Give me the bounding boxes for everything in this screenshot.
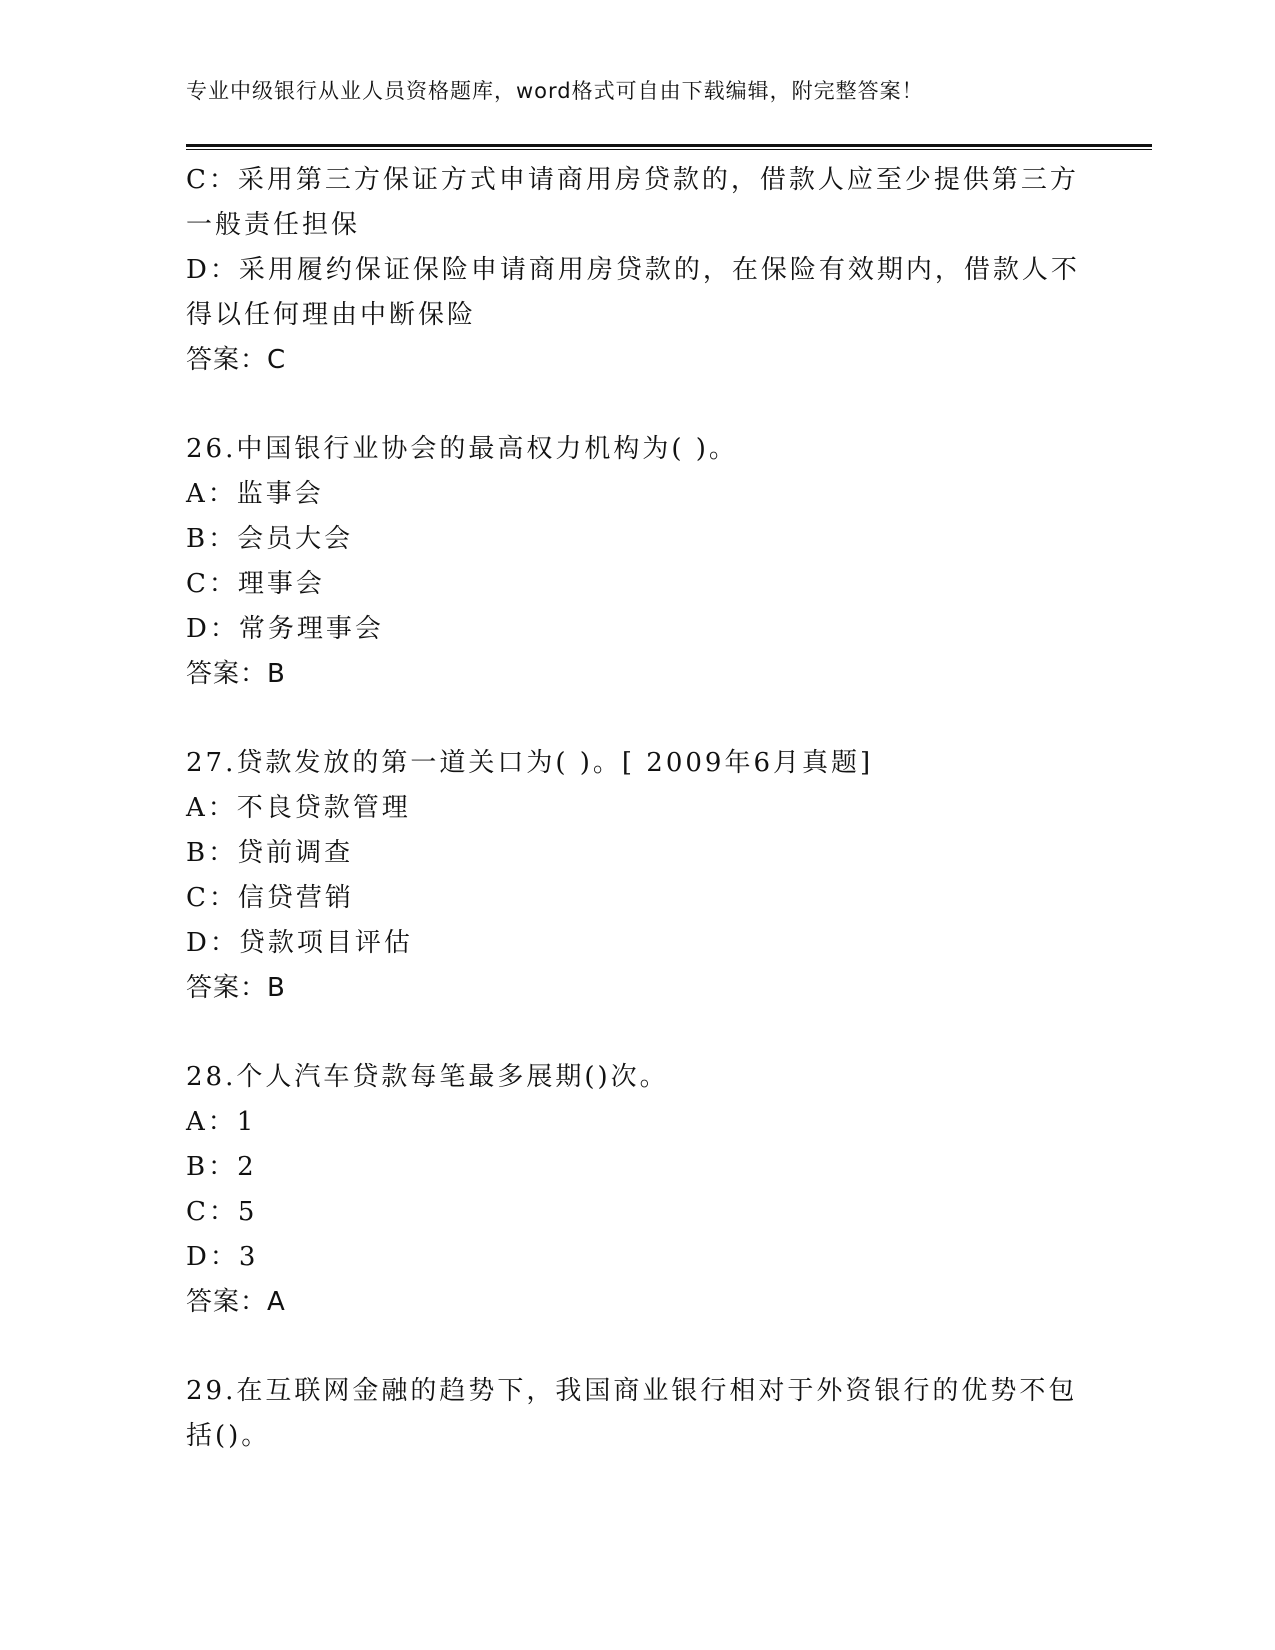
option-b: B：贷前调查 [186,838,354,868]
option-b: B：2 [186,1152,257,1182]
header-divider-thin [186,149,1152,150]
option-c: C：采用第三方保证方式申请商用房贷款的，借款人应至少提供第三方 [186,165,1079,195]
question-block-27 [186,741,1086,1011]
header-divider-thick [186,144,1152,147]
option-c: C：理事会 [186,569,325,599]
option-b: B：会员大会 [186,524,354,554]
question-block-prev [186,158,1086,383]
option-d: D：贷款项目评估 [186,928,413,958]
option-d-continued: 得以任何理由中断保险 [186,300,477,330]
question-block-26 [186,427,1086,697]
question-stem: 29.在互联网金融的趋势下，我国商业银行相对于外资银行的优势不包 [186,1376,1078,1406]
option-a: A：不良贷款管理 [186,793,411,823]
option-d: D：3 [186,1242,259,1272]
question-stem-continued: 括()。 [186,1421,271,1451]
question-list [186,158,1086,1459]
answer-line: 答案：A [186,1287,286,1317]
question-stem: 27.贷款发放的第一道关口为( )。[ 2009年6月真题] [186,748,874,778]
option-c-continued: 一般责任担保 [186,210,361,240]
option-d: D：常务理事会 [186,614,384,644]
option-d: D：采用履约保证保险申请商用房贷款的，在保险有效期内，借款人不 [186,255,1080,285]
answer-line: 答案：B [186,659,286,689]
question-stem: 28.个人汽车贷款每笔最多展期()次。 [186,1062,669,1092]
question-stem: 26.中国银行业协会的最高权力机构为( )。 [186,434,738,464]
question-block-28 [186,1055,1086,1325]
answer-line: 答案：C [186,345,287,375]
option-a: A：1 [186,1107,257,1137]
question-block-29 [186,1369,1086,1459]
answer-line: 答案：B [186,973,286,1003]
option-c: C：5 [186,1197,258,1227]
page-header: 专业中级银行从业人员资格题库，word格式可自由下载编辑，附完整答案！ [186,79,924,103]
option-c: C：信贷营销 [186,883,354,913]
option-a: A：监事会 [186,479,324,509]
